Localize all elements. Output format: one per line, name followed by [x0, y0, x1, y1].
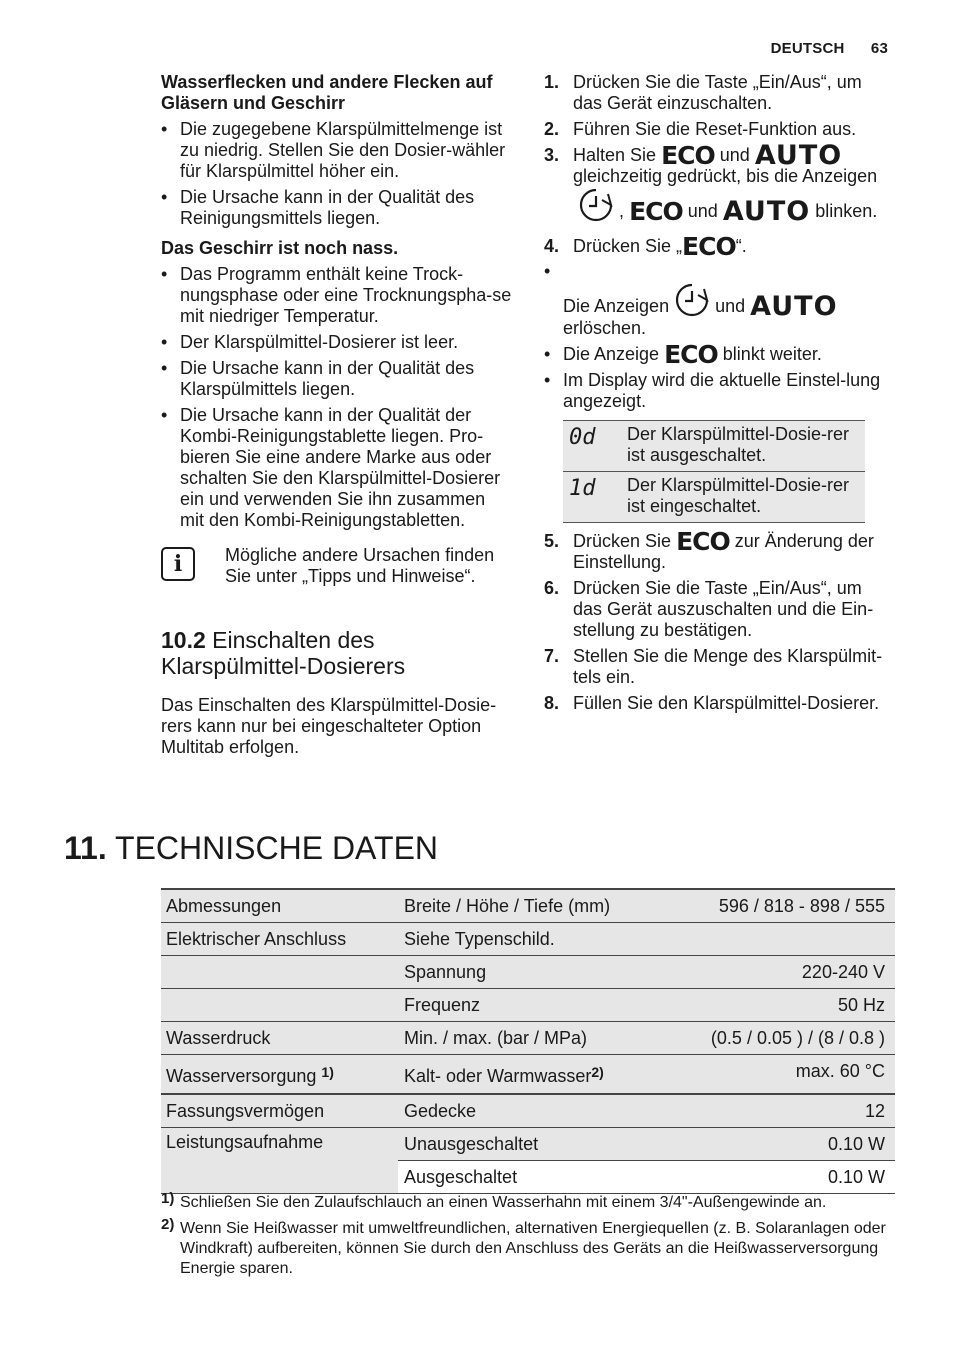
eco-icon: ECO	[682, 232, 736, 262]
info-icon: i	[161, 547, 195, 581]
display-code: 1d	[563, 472, 621, 523]
step-text: und	[719, 145, 750, 165]
step-7	[544, 646, 894, 688]
list-item: • Der Klarspülmittel-Dosierer ist leer.	[161, 332, 513, 353]
row-description-text: Kalt- oder Warmwasser	[404, 1065, 592, 1086]
display-code-description: Der Klarspülmittel-Dosie-rer ist eingeschaltet.	[621, 472, 865, 523]
step-text: blinken.	[815, 201, 878, 221]
footnotes	[161, 1190, 896, 1281]
row-label: Wasserdruck	[161, 1022, 398, 1055]
heading-dishes-wet: Das Geschirr ist noch nass.	[161, 238, 399, 258]
step-4-sublist	[544, 261, 894, 412]
display-code: 0d	[563, 421, 621, 472]
chapter-number: 11.	[64, 830, 107, 866]
footnote-mark: 1)	[161, 1190, 175, 1207]
step-number: 1.	[544, 72, 560, 92]
eco-icon: ECO	[676, 527, 730, 557]
step-2	[544, 119, 894, 140]
row-label: Elektrischer Anschluss	[161, 923, 398, 956]
step-8	[544, 693, 894, 714]
row-value: max. 60 °C	[664, 1055, 895, 1095]
auto-icon: AUTO	[754, 140, 843, 171]
step-number: 7.	[544, 646, 560, 667]
page-header	[771, 38, 888, 59]
footnote	[161, 1190, 896, 1213]
step-text: blinkt weiter.	[722, 344, 822, 365]
step-3	[544, 140, 894, 231]
footnote-text: Schließen Sie den Zulaufschlauch an einen Wasserhahn mit einem 3/4"-Außengewinde an.	[180, 1194, 827, 1211]
row-value: (0.5 / 0.05 ) / (8 / 0.8 )	[664, 1022, 895, 1055]
section-heading	[161, 627, 513, 679]
right-column	[544, 72, 894, 719]
step-text: Die Anzeigen	[563, 296, 670, 317]
row-value: 12	[664, 1094, 895, 1128]
display-codes-table	[563, 420, 865, 523]
table-row	[161, 889, 895, 923]
row-label: Abmessungen	[161, 889, 398, 923]
list-item: • Die zugegebene Klarspülmittelmenge ist zu niedrig. Stellen Sie den Dosier-wähler für Klarspülmittel höher ein.	[161, 119, 513, 182]
row-value: 50 Hz	[664, 989, 895, 1022]
step-text: “.	[735, 236, 747, 257]
step-text: und	[715, 296, 746, 317]
row-description	[398, 1055, 664, 1095]
table-row	[161, 1022, 895, 1055]
section-title: Einschalten des Klarspülmittel-Dosierers	[161, 627, 406, 679]
step-text: Führen Sie die Reset-Funktion aus.	[573, 119, 857, 139]
step-text: Drücken Sie „	[573, 236, 683, 257]
step-text: erlöschen.	[563, 318, 647, 339]
timer-icon	[674, 282, 710, 318]
step-text: Drücken Sie	[573, 531, 672, 552]
header-language: DEUTSCH	[770, 40, 845, 57]
step-text: zur Änderung der Einstellung.	[573, 531, 874, 573]
list-item: • Im Display wird die aktuelle Einstel-lung angezeigt.	[544, 370, 894, 412]
left-column	[161, 72, 513, 758]
table-row	[161, 1055, 895, 1095]
step-text: Halten Sie	[573, 145, 657, 165]
step-5	[544, 527, 894, 573]
row-description: Gedecke	[398, 1094, 664, 1128]
table-row	[563, 421, 865, 472]
section-number: 10.2	[161, 627, 206, 653]
step-1	[544, 72, 894, 114]
row-value: 220-240 V	[664, 956, 895, 989]
timer-icon	[578, 187, 614, 223]
row-description: Spannung	[398, 956, 664, 989]
table-row	[161, 923, 895, 956]
step-text: Füllen Sie den Klarspülmittel-Dosierer.	[573, 693, 880, 714]
footnote	[161, 1216, 896, 1279]
footnote-ref: 2)	[591, 1063, 604, 1080]
step-text: Drücken Sie die Taste „Ein/Aus“, um das Gerät auszuschalten und die Ein-stellung zu bestätigen.	[573, 578, 874, 641]
step-6	[544, 578, 894, 641]
row-value: 596 / 818 - 898 / 555	[664, 889, 895, 923]
section-paragraph: Das Einschalten des Klarspülmittel-Dosie-rers kann nur bei eingeschalteter Option Multitab erfolgen.	[161, 695, 497, 757]
step-number: 2.	[544, 119, 560, 139]
row-label	[161, 989, 398, 1022]
eco-icon: ECO	[629, 197, 683, 226]
row-label-text: Wasserversorgung	[166, 1065, 317, 1086]
row-label	[161, 1055, 398, 1095]
info-note-text: Mögliche andere Ursachen finden Sie unter „Tipps und Hinweise“.	[225, 545, 495, 586]
table-row	[161, 989, 895, 1022]
row-description: Siehe Typenschild.	[398, 923, 895, 956]
footnote-text: Wenn Sie Heißwasser mit umweltfreundlichen, alternativen Energiequellen (z. B. Solaranlagen oder Windkraft) aufbereiten, können Sie durch den Anschluss des Geräts an die Heißwasserversorgung Energie sparen.	[180, 1220, 886, 1277]
row-description: Min. / max. (bar / MPa)	[398, 1022, 664, 1055]
list-item: • Die Ursache kann in der Qualität des Klarspülmittels liegen.	[161, 358, 513, 400]
technical-data-table	[161, 888, 895, 1194]
table-row	[161, 956, 895, 989]
table-row	[161, 1094, 895, 1128]
footnote-mark: 2)	[161, 1216, 175, 1233]
list-item	[544, 340, 894, 370]
info-note	[161, 545, 513, 589]
row-label	[161, 956, 398, 989]
step-text: Stellen Sie die Menge des Klarspülmit-tels ein.	[573, 646, 883, 688]
list-item: • Die Ursache kann in der Qualität der Kombi-Reinigungstablette liegen. Pro-bieren Sie eine andere Marke aus oder schalten Sie den Klarspülmittel-Dosierer ein und verwenden Sie ihn zusammen mit den Kombi-Reinigungstabletten.	[161, 405, 513, 531]
step-number: 5.	[544, 531, 560, 552]
auto-icon: AUTO	[722, 196, 811, 227]
list-water-spots	[161, 119, 513, 229]
list-item: • Die Ursache kann in der Qualität des Reinigungsmittels liegen.	[161, 187, 513, 229]
step-text: gleichzeitig gedrückt, bis die Anzeigen	[573, 166, 878, 186]
eco-icon: ECO	[664, 340, 718, 370]
list-dishes-wet	[161, 264, 513, 531]
footnote-ref: 1)	[321, 1063, 334, 1080]
row-label: Leistungsaufnahme	[161, 1128, 398, 1194]
row-value: 0.10 W	[664, 1128, 895, 1161]
heading-water-spots: Wasserflecken und andere Flecken auf Gläsern und Geschirr	[161, 72, 493, 113]
step-text: und	[687, 201, 718, 221]
row-value: 0.10 W	[664, 1161, 895, 1194]
step-text: Die Anzeige	[563, 344, 660, 365]
row-label: Fassungsvermögen	[161, 1094, 398, 1128]
chapter-title	[64, 828, 438, 868]
steps-list	[544, 72, 894, 714]
row-description: Breite / Höhe / Tiefe (mm)	[398, 889, 664, 923]
list-item	[544, 261, 894, 339]
step-4	[544, 232, 894, 523]
step-text: ,	[619, 201, 625, 221]
step-number: 8.	[544, 693, 560, 714]
display-code-description: Der Klarspülmittel-Dosie-rer ist ausgeschaltet.	[621, 421, 865, 472]
chapter-title-text: TECHNISCHE DATEN	[115, 830, 439, 866]
row-description: Frequenz	[398, 989, 664, 1022]
step-number: 6.	[544, 578, 560, 599]
page-number: 63	[870, 40, 888, 57]
step-text: Drücken Sie die Taste „Ein/Aus“, um das Gerät einzuschalten.	[573, 72, 862, 113]
row-description: Unausgeschaltet	[398, 1128, 664, 1161]
table-row	[563, 472, 865, 523]
eco-icon: ECO	[661, 141, 715, 170]
list-item: • Das Programm enthält keine Trock-nungsphase oder eine Trocknungspha-se mit niedriger Temperatur.	[161, 264, 513, 327]
step-number: 4.	[544, 236, 560, 257]
row-description: Ausgeschaltet	[398, 1161, 664, 1194]
auto-icon: AUTO	[750, 291, 838, 323]
table-row	[161, 1128, 895, 1161]
step-number: 3.	[544, 145, 560, 165]
